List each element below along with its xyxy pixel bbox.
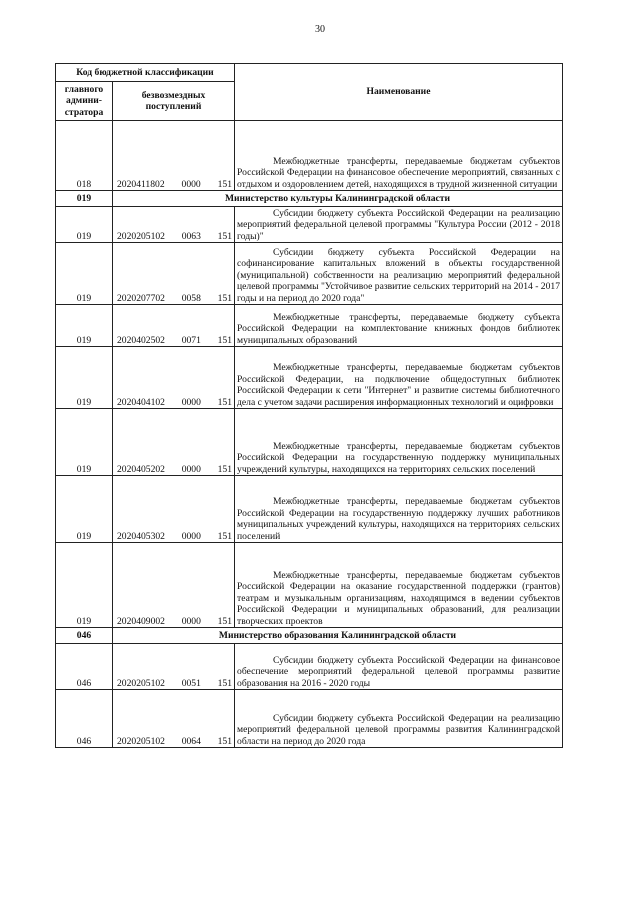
header-name-col: Наименование: [235, 64, 563, 121]
table-body: [56, 121, 563, 748]
revenue-code-cell: [113, 409, 235, 476]
header-admin-col: главного админи-стратора: [56, 82, 113, 121]
revenue-code-cell: [113, 121, 235, 191]
revenue-subcode: 0064: [181, 735, 201, 747]
admin-code: 019: [56, 476, 113, 543]
revenue-subcode: 0063: [181, 230, 201, 242]
admin-code: 019: [56, 543, 113, 628]
item-name: Межбюджетные трансферты, передаваемые бюджетам субъектов Российской Федерации на финансовое обеспечение мероприятий, связанных с отдыхом и оздоровлением детей, находящихся в трудной жизненной ситуации: [237, 155, 560, 190]
revenue-class: 151: [217, 396, 233, 408]
revenue-code-cell: [113, 543, 235, 628]
section-admin-code: 019: [56, 191, 113, 207]
revenue-subcode: 0000: [181, 396, 201, 408]
revenue-code: 2020405302: [117, 530, 165, 542]
revenue-class: 151: [217, 530, 233, 542]
table-row: [56, 305, 563, 347]
section-title: Министерство культуры Калининградской области: [113, 191, 563, 207]
admin-code: 046: [56, 690, 113, 748]
revenue-class: 151: [217, 334, 233, 346]
item-name-cell: [235, 243, 563, 305]
admin-code: 019: [56, 207, 113, 243]
section-admin-code: 046: [56, 628, 113, 644]
table-row: [56, 644, 563, 690]
admin-code: 019: [56, 243, 113, 305]
revenue-subcode: 0000: [181, 463, 201, 475]
revenue-subcode: 0058: [181, 292, 201, 304]
item-name: Субсидии бюджету субъекта Российской Федерации на финансовое обеспечение мероприятий федеральной целевой программы развитие образования на 2016 - 2020 годы: [237, 654, 560, 689]
section-row: [56, 628, 563, 644]
revenue-class: 151: [217, 463, 233, 475]
revenue-code-cell: [113, 347, 235, 409]
admin-code: 046: [56, 644, 113, 690]
item-name-cell: [235, 347, 563, 409]
revenue-class: 151: [217, 677, 233, 689]
table-row: [56, 690, 563, 748]
revenue-class: 151: [217, 178, 233, 190]
revenue-code: 2020404102: [117, 396, 165, 408]
revenue-code: 2020205102: [117, 230, 165, 242]
table-row: [56, 476, 563, 543]
item-name: Субсидии бюджету субъекта Российской Федерации на реализацию мероприятий федеральной целевой программы развития Калининградской области на период до 2020 года: [237, 712, 560, 747]
revenue-code: 2020411802: [117, 178, 165, 190]
revenue-class: 151: [217, 230, 233, 242]
item-name-cell: [235, 690, 563, 748]
item-name: Межбюджетные трансферты, передаваемые бюджетам субъектов Российской Федерации на оказание государственной поддержки (грантов) театрам и музыкальным организациям, находящимся в ведении субъектов Российской Федерации и муниципальных образований, для реализации творческих проектов: [237, 569, 560, 627]
revenue-code-cell: [113, 243, 235, 305]
item-name: Межбюджетные трансферты, передаваемые бюджету субъекта Российской Федерации на комплектование книжных фондов библиотек муниципальных образований: [237, 311, 560, 346]
section-row: [56, 191, 563, 207]
revenue-code-cell: [113, 644, 235, 690]
revenue-code: 2020207702: [117, 292, 165, 304]
revenue-code: 2020402502: [117, 334, 165, 346]
item-name-cell: [235, 409, 563, 476]
revenue-subcode: 0000: [181, 530, 201, 542]
revenue-subcode: 0051: [181, 677, 201, 689]
revenue-subcode: 0071: [181, 334, 201, 346]
item-name-cell: [235, 305, 563, 347]
revenue-code: 2020205102: [117, 677, 165, 689]
revenue-class: 151: [217, 292, 233, 304]
table-row: [56, 207, 563, 243]
revenue-code-cell: [113, 690, 235, 748]
revenue-code-cell: [113, 207, 235, 243]
table-row: [56, 543, 563, 628]
revenue-code-cell: [113, 476, 235, 543]
item-name-cell: [235, 121, 563, 191]
item-name: Межбюджетные трансферты, передаваемые бюджетам субъектов Российской Федерации на государственную поддержку лучших работников муниципальных учреждений культуры, находящихся на территориях сельских поселений: [237, 496, 560, 542]
header-group-title: Код бюджетной классификации: [56, 64, 235, 82]
item-name-cell: [235, 207, 563, 243]
item-name-cell: [235, 476, 563, 543]
budget-classification-table: [55, 63, 563, 748]
table-row: [56, 243, 563, 305]
admin-code: 019: [56, 305, 113, 347]
section-title: Министерство образования Калининградской области: [113, 628, 563, 644]
revenue-class: 151: [217, 615, 233, 627]
revenue-subcode: 0000: [181, 178, 201, 190]
page-number: 30: [315, 24, 325, 35]
item-name: Субсидии бюджету субъекта Российской Федерации на реализацию мероприятий федеральной целевой программы "Культура России (2012 - 2018 годы)": [237, 207, 560, 242]
revenue-class: 151: [217, 735, 233, 747]
item-name: Межбюджетные трансферты, передаваемые бюджетам субъектов Российской Федерации, на подключение общедоступных библиотек Российской Федерации к сети "Интернет" и развитие системы библиотечного дела с учетом задачи расширения информационных технологий и оцифровки: [237, 362, 560, 408]
revenue-code: 2020405202: [117, 463, 165, 475]
revenue-code-cell: [113, 305, 235, 347]
header-revenue-col: безвозмездных поступлений: [113, 82, 235, 121]
admin-code: 018: [56, 121, 113, 191]
item-name: Субсидии бюджету субъекта Российской Федерации на софинансирование капитальных вложений в объекты государственной (муниципальной) собственности на реализацию мероприятий федеральной целевой программы "Устойчивое развитие сельских территорий на 2014 - 2017 годы и на период до 2020 года": [237, 246, 560, 304]
admin-code: 019: [56, 409, 113, 476]
revenue-code: 2020409002: [117, 615, 165, 627]
item-name-cell: [235, 644, 563, 690]
admin-code: 019: [56, 347, 113, 409]
item-name-cell: [235, 543, 563, 628]
table-row: [56, 121, 563, 191]
table-row: [56, 347, 563, 409]
revenue-subcode: 0000: [181, 615, 201, 627]
item-name: Межбюджетные трансферты, передаваемые бюджетам субъектов Российской Федерации на государственную поддержку муниципальных учреждений культуры, находящихся на территориях сельских поселений: [237, 440, 560, 475]
table-row: [56, 409, 563, 476]
revenue-code: 2020205102: [117, 735, 165, 747]
